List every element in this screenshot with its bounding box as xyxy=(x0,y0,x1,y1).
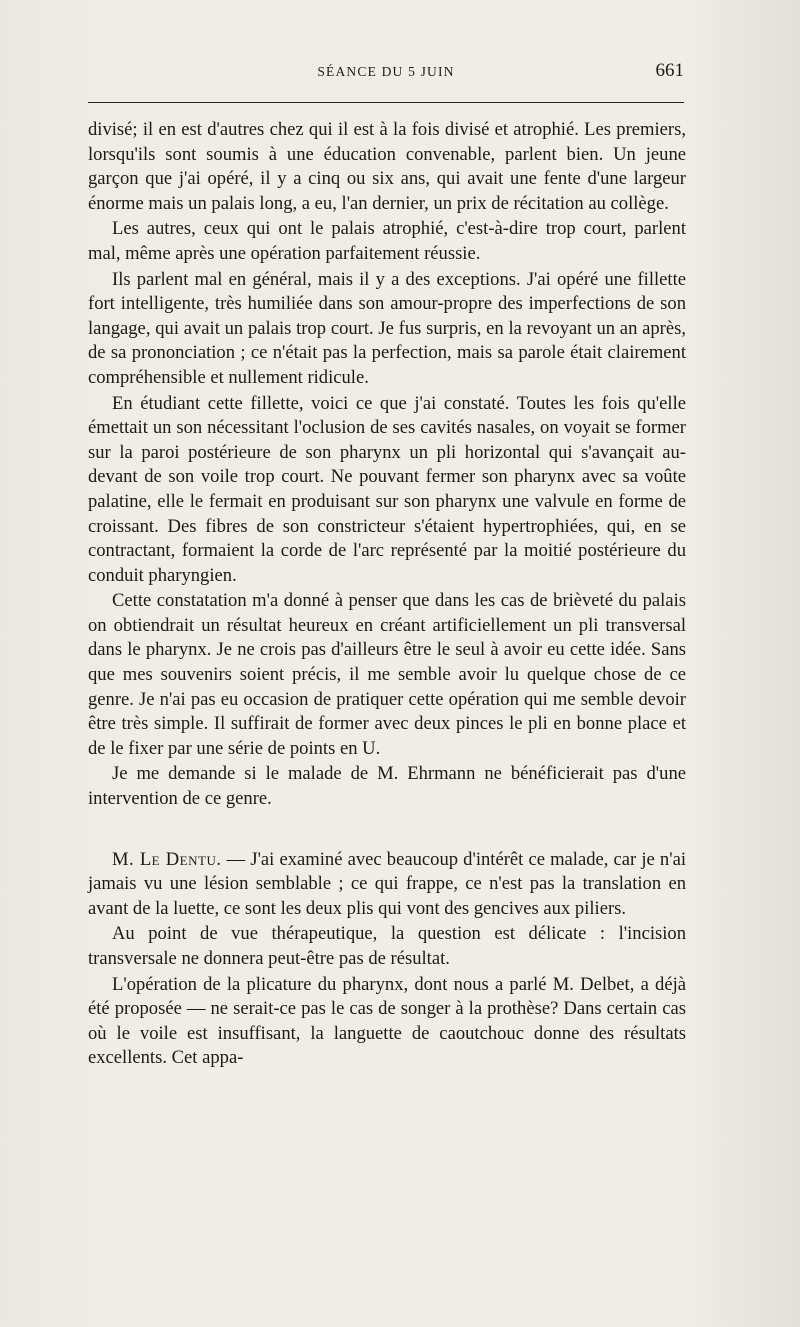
paragraph-5: Cette constatation m'a donné à penser que dans les cas de brièveté du palais on obtiendrait un résultat heureux en créant artificiellement un pli transversal dans le pharynx. Je ne crois pas d'ailleurs être le seul à avoir eu cette idée. Sans que mes souvenirs soient précis, il me semble avoir lu quelque chose de ce genre. Je n'ai pas eu occasion de pratiquer cette opération qui me semble devoir être très simple. Il suffirait de former avec deux pinces le pli en bonne place et de le fixer par une série de points en U. xyxy=(88,590,686,759)
running-title: SÉANCE DU 5 JUIN xyxy=(317,64,455,79)
page-header xyxy=(88,58,684,94)
paragraph-1: divisé; il en est d'autres chez qui il est à la fois divisé et atrophié. Les premiers, lorsqu'ils sont soumis à une éducation convenable, parlent bien. Un jeune garçon que j'ai opéré, il y a cinq ou six ans, qui avait une fente d'une largeur énorme mais un palais long, a eu, l'an dernier, un prix de récitation au collège. xyxy=(88,119,686,214)
speaker-name: M. Le Dentu. xyxy=(112,848,222,870)
paragraph-7 xyxy=(88,848,686,922)
paragraph-3: Ils parlent mal en général, mais il y a des exceptions. J'ai opéré une fillette fort intelligente, très humiliée dans son amour-propre des imperfections de son langage, qui avait un palais trop court. Je fus surpris, en la revoyant un an après, de sa prononciation ; ce n'était pas la perfection, mais sa parole était clairement compréhensible et nullement ridicule. xyxy=(88,268,686,388)
page-number: 661 xyxy=(655,60,684,81)
paragraph-4: En étudiant cette fillette, voici ce que j'ai constaté. Toutes les fois qu'elle émettait un son nécessitant l'oclusion de ses cavités nasales, on voyait se former sur la paroi postérieure de son pharynx un pli horizontal qui s'avançait au-devant de son voile trop court. Ne pouvant fermer son pharynx avec sa voûte palatine, elle le fermait en produisant sur son pharynx une valvule en forme de croissant. Des fibres de son constricteur s'étaient hypertrophiées, qui, en se contractant, formaient la corde de l'arc représenté par la moitié postérieure du conduit pharyngien. xyxy=(88,392,686,586)
header-rule xyxy=(88,102,684,103)
paragraph-9: L'opération de la plicature du pharynx, dont nous a parlé M. Delbet, a déjà été proposée — ne serait-ce pas le cas de songer à la prothèse? Dans certain cas où le voile est insuffisant, la languette de caoutchouc donne des résultats excellents. Cet appa- xyxy=(88,973,686,1069)
body-text xyxy=(88,118,686,1071)
paragraph-6: Je me demande si le malade de M. Ehrmann ne bénéficierait pas d'une intervention de ce genre. xyxy=(88,763,686,810)
section-gap xyxy=(88,812,686,848)
paragraph-8: Au point de vue thérapeutique, la question est délicate : l'incision transversale ne donnera peut-être pas de résultat. xyxy=(88,923,686,969)
paragraph-7-text: — J'ai examiné avec beaucoup d'intérêt ce malade, car je n'ai jamais vu une lésion semblable ; ce qui frappe, ce n'est pas la translation en avant de la luette, ce sont les deux plis qui vont des gencives aux piliers. xyxy=(88,848,686,919)
paragraph-2: Les autres, ceux qui ont le palais atrophié, c'est-à-dire trop court, parlent mal, même après une opération parfaitement réussie. xyxy=(88,218,686,264)
